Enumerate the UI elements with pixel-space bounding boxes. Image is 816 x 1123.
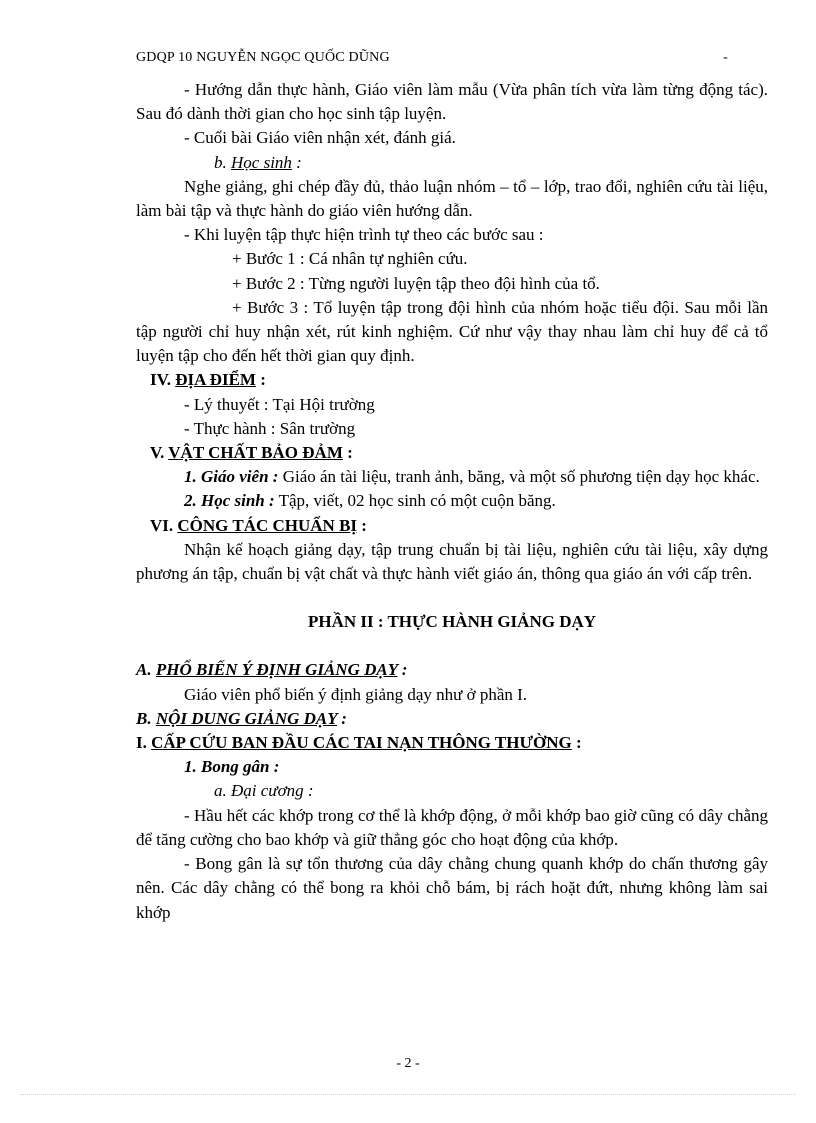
subheading-suffix: : (291, 152, 302, 172)
section-title: VẬT CHẤT BẢO ĐẢM (168, 443, 343, 463)
section-heading-dia-diem (136, 368, 768, 392)
section-number: A. (136, 660, 156, 680)
subheading-bong-gan: 1. Bong gân : (184, 757, 280, 777)
section-suffix: : (337, 708, 347, 728)
subheading-hoc-sinh (136, 151, 768, 175)
section-heading-vat-chat (136, 441, 768, 465)
section-suffix: : (357, 515, 367, 535)
section-suffix: : (342, 443, 353, 463)
section-title: PHỔ BIẾN Ý ĐỊNH GIẢNG DẠY (155, 660, 398, 680)
paragraph: - Hầu hết các khớp trong cơ thể là khớp động, ở mỗi khớp bao giờ cũng có dây chằng để tăng cường cho bao khớp và giữ thẳng góc cho hoạt động của khớp. (136, 805, 768, 849)
page-number: - 2 - (396, 1056, 420, 1071)
section-suffix: : (397, 660, 408, 680)
item-label: 2. Học sinh : (184, 491, 275, 511)
section-heading-cong-tac (136, 514, 768, 538)
step-item: + Bước 2 : Từng người luyện tập theo đội hình của tổ. (232, 273, 600, 293)
paragraph: - Hướng dẫn thực hành, Giáo viên làm mẫu (Vừa phân tích vừa làm từng động tác). Sau đó dành thời gian cho học sinh tập luyện. (136, 80, 768, 124)
item-label: 1. Giáo viên : (184, 467, 279, 487)
section-title: ĐỊA ĐIỂM (175, 370, 256, 390)
subheading-label: Học sinh (231, 152, 292, 172)
section-number: VI. (150, 515, 178, 535)
step-item: + Bước 1 : Cá nhân tự nghiên cứu. (232, 249, 468, 269)
section-title: CÔNG TÁC CHUẨN BỊ (177, 515, 358, 535)
section-title: NỘI DUNG GIẢNG DẠY (155, 708, 338, 728)
section-heading-i (136, 731, 768, 755)
paragraph: Nghe giảng, ghi chép đầy đủ, thảo luận nhóm – tổ – lớp, trao đổi, nghiên cứu tài liệu, làm bài tập và thực hành do giáo viên hướng dẫn. (136, 176, 768, 221)
header-dash: - (723, 50, 728, 65)
document-body (136, 78, 768, 925)
paragraph-giao-vien (136, 465, 768, 489)
paragraph: - Thực hành : Sân trường (184, 418, 356, 438)
section-heading-a (136, 658, 768, 682)
part-heading: PHẦN II : THỰC HÀNH GIẢNG DẠY (307, 612, 597, 632)
page-break-divider (20, 1094, 796, 1095)
paragraph: - Khi luyện tập thực hiện trình tự theo các bước sau : (184, 225, 544, 245)
section-suffix: : (255, 370, 266, 390)
page-header (136, 50, 768, 66)
section-number: I. (136, 733, 152, 753)
section-title: CẤP CỨU BAN ĐẦU CÁC TAI NẠN THÔNG THƯỜNG (151, 733, 572, 753)
subheading-dai-cuong: a. Đại cương : (214, 781, 314, 801)
paragraph: - Bong gân là sự tổn thương của dây chằng chung quanh khớp do chấn thương gây nên. Các dây chằng có thể bong ra khỏi chỗ bám, bị rách hoặt đứt, nhưng không làm sai khớp (136, 854, 768, 922)
paragraph-hoc-sinh (136, 489, 768, 513)
paragraph: Giáo viên phổ biến ý định giảng dạy như ở phần I. (184, 684, 528, 704)
section-heading-b (136, 707, 768, 731)
paragraph: - Lý thuyết : Tại Hội trường (184, 394, 375, 414)
step-item: + Bước 3 : Tổ luyện tập trong đội hình của nhóm hoặc tiểu đội. Sau mỗi lần tập người chỉ huy nhận xét, rút kinh nghiệm. Cứ như vậy thay nhau làm chỉ huy để cả tổ luyện tập cho đến hết thời gian quy định. (136, 297, 768, 366)
section-number: IV. (150, 370, 176, 390)
paragraph: Nhận kế hoạch giảng dạy, tập trung chuẩn bị tài liệu, nghiên cứu tài liệu, xây dựng phương án tập, chuẩn bị vật chất và thực hành viết giáo án, thông qua giáo án với cấp trên. (136, 539, 768, 584)
header-title: GDQP 10 NGUYỄN NGỌC QUỐC DŨNG (136, 50, 390, 65)
section-suffix: : (571, 733, 582, 753)
section-number: B. (136, 708, 156, 728)
item-text: Giáo án tài liệu, tranh ảnh, băng, và một số phương tiện dạy học khác. (278, 467, 760, 487)
section-number: V. (150, 443, 169, 463)
paragraph: - Cuối bài Giáo viên nhận xét, đánh giá. (184, 128, 456, 148)
item-text: Tập, viết, 02 học sinh có một cuộn băng. (274, 491, 556, 511)
subheading-prefix: b. (214, 152, 231, 172)
